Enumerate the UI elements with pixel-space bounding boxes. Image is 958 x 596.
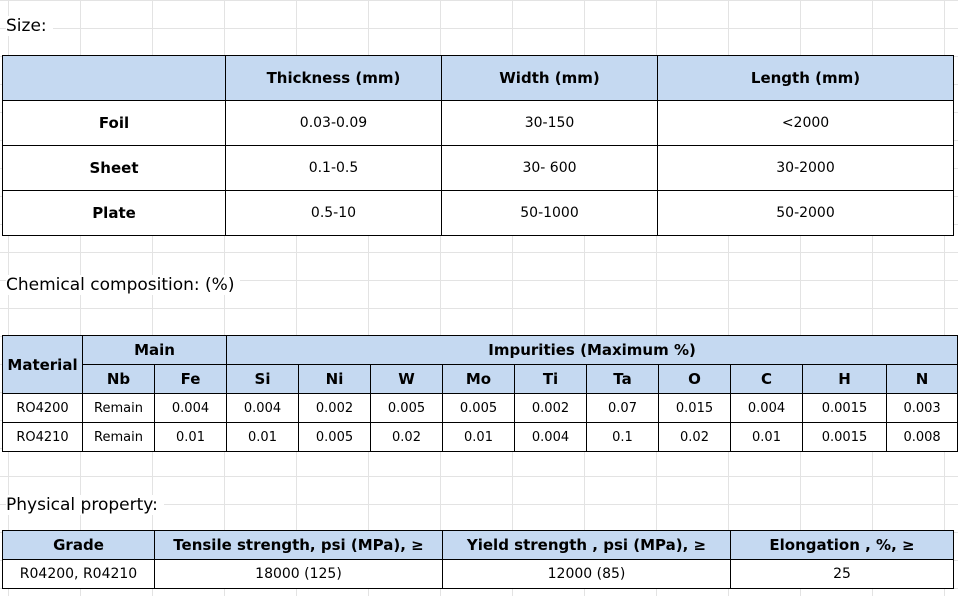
yield-header: Yield strength , psi (MPa), ≥ — [443, 531, 731, 560]
element-header: Fe — [155, 365, 227, 394]
chem-cell: 0.004 — [731, 394, 803, 423]
chem-header-row-1 — [3, 336, 958, 365]
material-header: Material — [3, 336, 83, 394]
element-header: Ta — [587, 365, 659, 394]
size-header-length: Length (mm) — [658, 56, 954, 101]
size-header-width: Width (mm) — [442, 56, 658, 101]
chemical-table — [2, 335, 958, 452]
table-row — [3, 394, 958, 423]
chem-cell: 0.005 — [371, 394, 443, 423]
chem-cell: RO4200 — [3, 394, 83, 423]
element-header: H — [803, 365, 887, 394]
size-cell: <2000 — [658, 101, 954, 146]
size-row-label: Sheet — [3, 146, 226, 191]
size-cell: 0.03-0.09 — [226, 101, 442, 146]
chem-cell: Remain — [83, 394, 155, 423]
chem-cell: 0.004 — [515, 423, 587, 452]
element-header: Si — [227, 365, 299, 394]
size-row-label: Plate — [3, 191, 226, 236]
size-table — [2, 55, 954, 236]
chem-cell: 0.01 — [227, 423, 299, 452]
chem-cell: 0.02 — [659, 423, 731, 452]
chem-cell: 0.02 — [371, 423, 443, 452]
elongation-header: Elongation , %, ≥ — [731, 531, 954, 560]
chem-cell: 0.005 — [443, 394, 515, 423]
size-cell: 30-2000 — [658, 146, 954, 191]
element-header: O — [659, 365, 731, 394]
main-header: Main — [83, 336, 227, 365]
chem-cell: 0.01 — [443, 423, 515, 452]
table-row — [3, 101, 954, 146]
element-header: C — [731, 365, 803, 394]
chem-cell: 0.002 — [299, 394, 371, 423]
chem-cell: 0.01 — [155, 423, 227, 452]
table-row — [3, 560, 954, 589]
chem-cell: 0.0015 — [803, 394, 887, 423]
size-cell: 50-2000 — [658, 191, 954, 236]
element-header: Mo — [443, 365, 515, 394]
element-header: W — [371, 365, 443, 394]
element-header: N — [887, 365, 958, 394]
chem-cell: 0.015 — [659, 394, 731, 423]
chem-cell: 0.07 — [587, 394, 659, 423]
chem-header-row-2 — [3, 365, 958, 394]
physical-heading: Physical property: — [6, 495, 164, 515]
element-header: Ti — [515, 365, 587, 394]
size-header-row — [3, 56, 954, 101]
chem-cell: 0.004 — [227, 394, 299, 423]
chem-cell: 0.002 — [515, 394, 587, 423]
element-header: Nb — [83, 365, 155, 394]
size-heading: Size: — [6, 16, 53, 36]
chem-cell: 0.0015 — [803, 423, 887, 452]
chem-cell: Remain — [83, 423, 155, 452]
chem-cell: 0.004 — [155, 394, 227, 423]
size-header-blank — [3, 56, 226, 101]
size-cell: 0.5-10 — [226, 191, 442, 236]
size-cell: 0.1-0.5 — [226, 146, 442, 191]
chem-cell: 0.005 — [299, 423, 371, 452]
impurities-header: Impurities (Maximum %) — [227, 336, 958, 365]
elongation-cell: 25 — [731, 560, 954, 589]
chem-cell: 0.1 — [587, 423, 659, 452]
yield-cell: 12000 (85) — [443, 560, 731, 589]
grade-header: Grade — [3, 531, 155, 560]
physical-header-row — [3, 531, 954, 560]
tensile-header: Tensile strength, psi (MPa), ≥ — [155, 531, 443, 560]
size-header-thickness: Thickness (mm) — [226, 56, 442, 101]
grade-cell: R04200, R04210 — [3, 560, 155, 589]
chem-cell: 0.008 — [887, 423, 958, 452]
chemical-heading: Chemical composition: (%) — [6, 275, 240, 295]
element-header: Ni — [299, 365, 371, 394]
size-cell: 30- 600 — [442, 146, 658, 191]
size-cell: 30-150 — [442, 101, 658, 146]
chem-cell: 0.003 — [887, 394, 958, 423]
chem-cell: 0.01 — [731, 423, 803, 452]
size-cell: 50-1000 — [442, 191, 658, 236]
table-row — [3, 423, 958, 452]
chem-cell: RO4210 — [3, 423, 83, 452]
table-row — [3, 191, 954, 236]
size-row-label: Foil — [3, 101, 226, 146]
table-row — [3, 146, 954, 191]
tensile-cell: 18000 (125) — [155, 560, 443, 589]
physical-table — [2, 530, 954, 589]
